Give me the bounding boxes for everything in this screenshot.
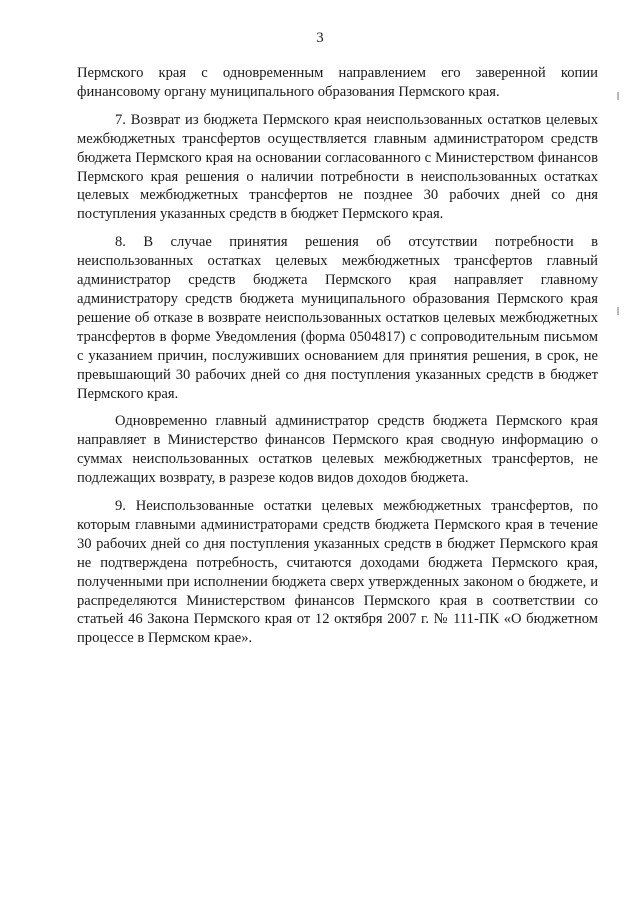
paragraph-item-7: 7. Возврат из бюджета Пермского края неиспользованных остатков целевых межбюджетных трансфертов осуществляется главным администратором средств бюджета Пермского края на основании согласованного с Министерством финансов Пермского края решения о наличии потребности в неиспользованных остатках целевых межбюджетных трансфертов не позднее 30 рабочих дней со дня поступления указанных средств в бюджет Пермского края. bbox=[77, 111, 598, 223]
paragraph-continuation: Пермского края с одновременным направлением его заверенной копии финансовому органу муниципального образования Пермского края. bbox=[77, 65, 598, 100]
scan-mark bbox=[617, 92, 619, 100]
paragraph-item-8-continuation: Одновременно главный администратор средств бюджета Пермского края направляет в Министерство финансов Пермского края сводную информацию о суммах неиспользованных остатков целевых межбюджетных трансфертов, не подлежащих возврату, в разрезе кодов видов доходов бюджета. bbox=[77, 413, 598, 487]
document-body bbox=[77, 64, 598, 648]
scan-mark bbox=[617, 307, 619, 315]
paragraph-item-9: 9. Неиспользованные остатки целевых межбюджетных трансфертов, по которым главными администраторами средств бюджета Пермского края в течение 30 рабочих дней со дня поступления указанных средств в бюджет Пермского края не подтверждена потребность, считаются доходами бюджета Пермского края, полученными при исполнении бюджета сверх утвержденных законом о бюджете, и распределяются Министерством финансов Пермского края в соответствии со статьей 46 Закона Пермского края от 12 октября 2007 г. № 111-ПК «О бюджетном процессе в Пермском крае». bbox=[77, 498, 598, 647]
page-number: 3 bbox=[316, 30, 324, 46]
paragraph-item-8: 8. В случае принятия решения об отсутствии потребности в неиспользованных остатках целевых межбюджетных трансфертов главный администратор средств бюджета Пермского края направляет главному администратору средств бюджета муниципального образования Пермского края решение об отказе в возврате неиспользованных остатков целевых межбюджетных трансфертов в форме Уведомления (форма 0504817) с сопроводительным письмом с указанием причин, послуживших основанием для принятия решения, в срок, не превышающий 30 рабочих дней со дня поступления указанных средств в бюджет Пермского края. bbox=[77, 234, 598, 402]
